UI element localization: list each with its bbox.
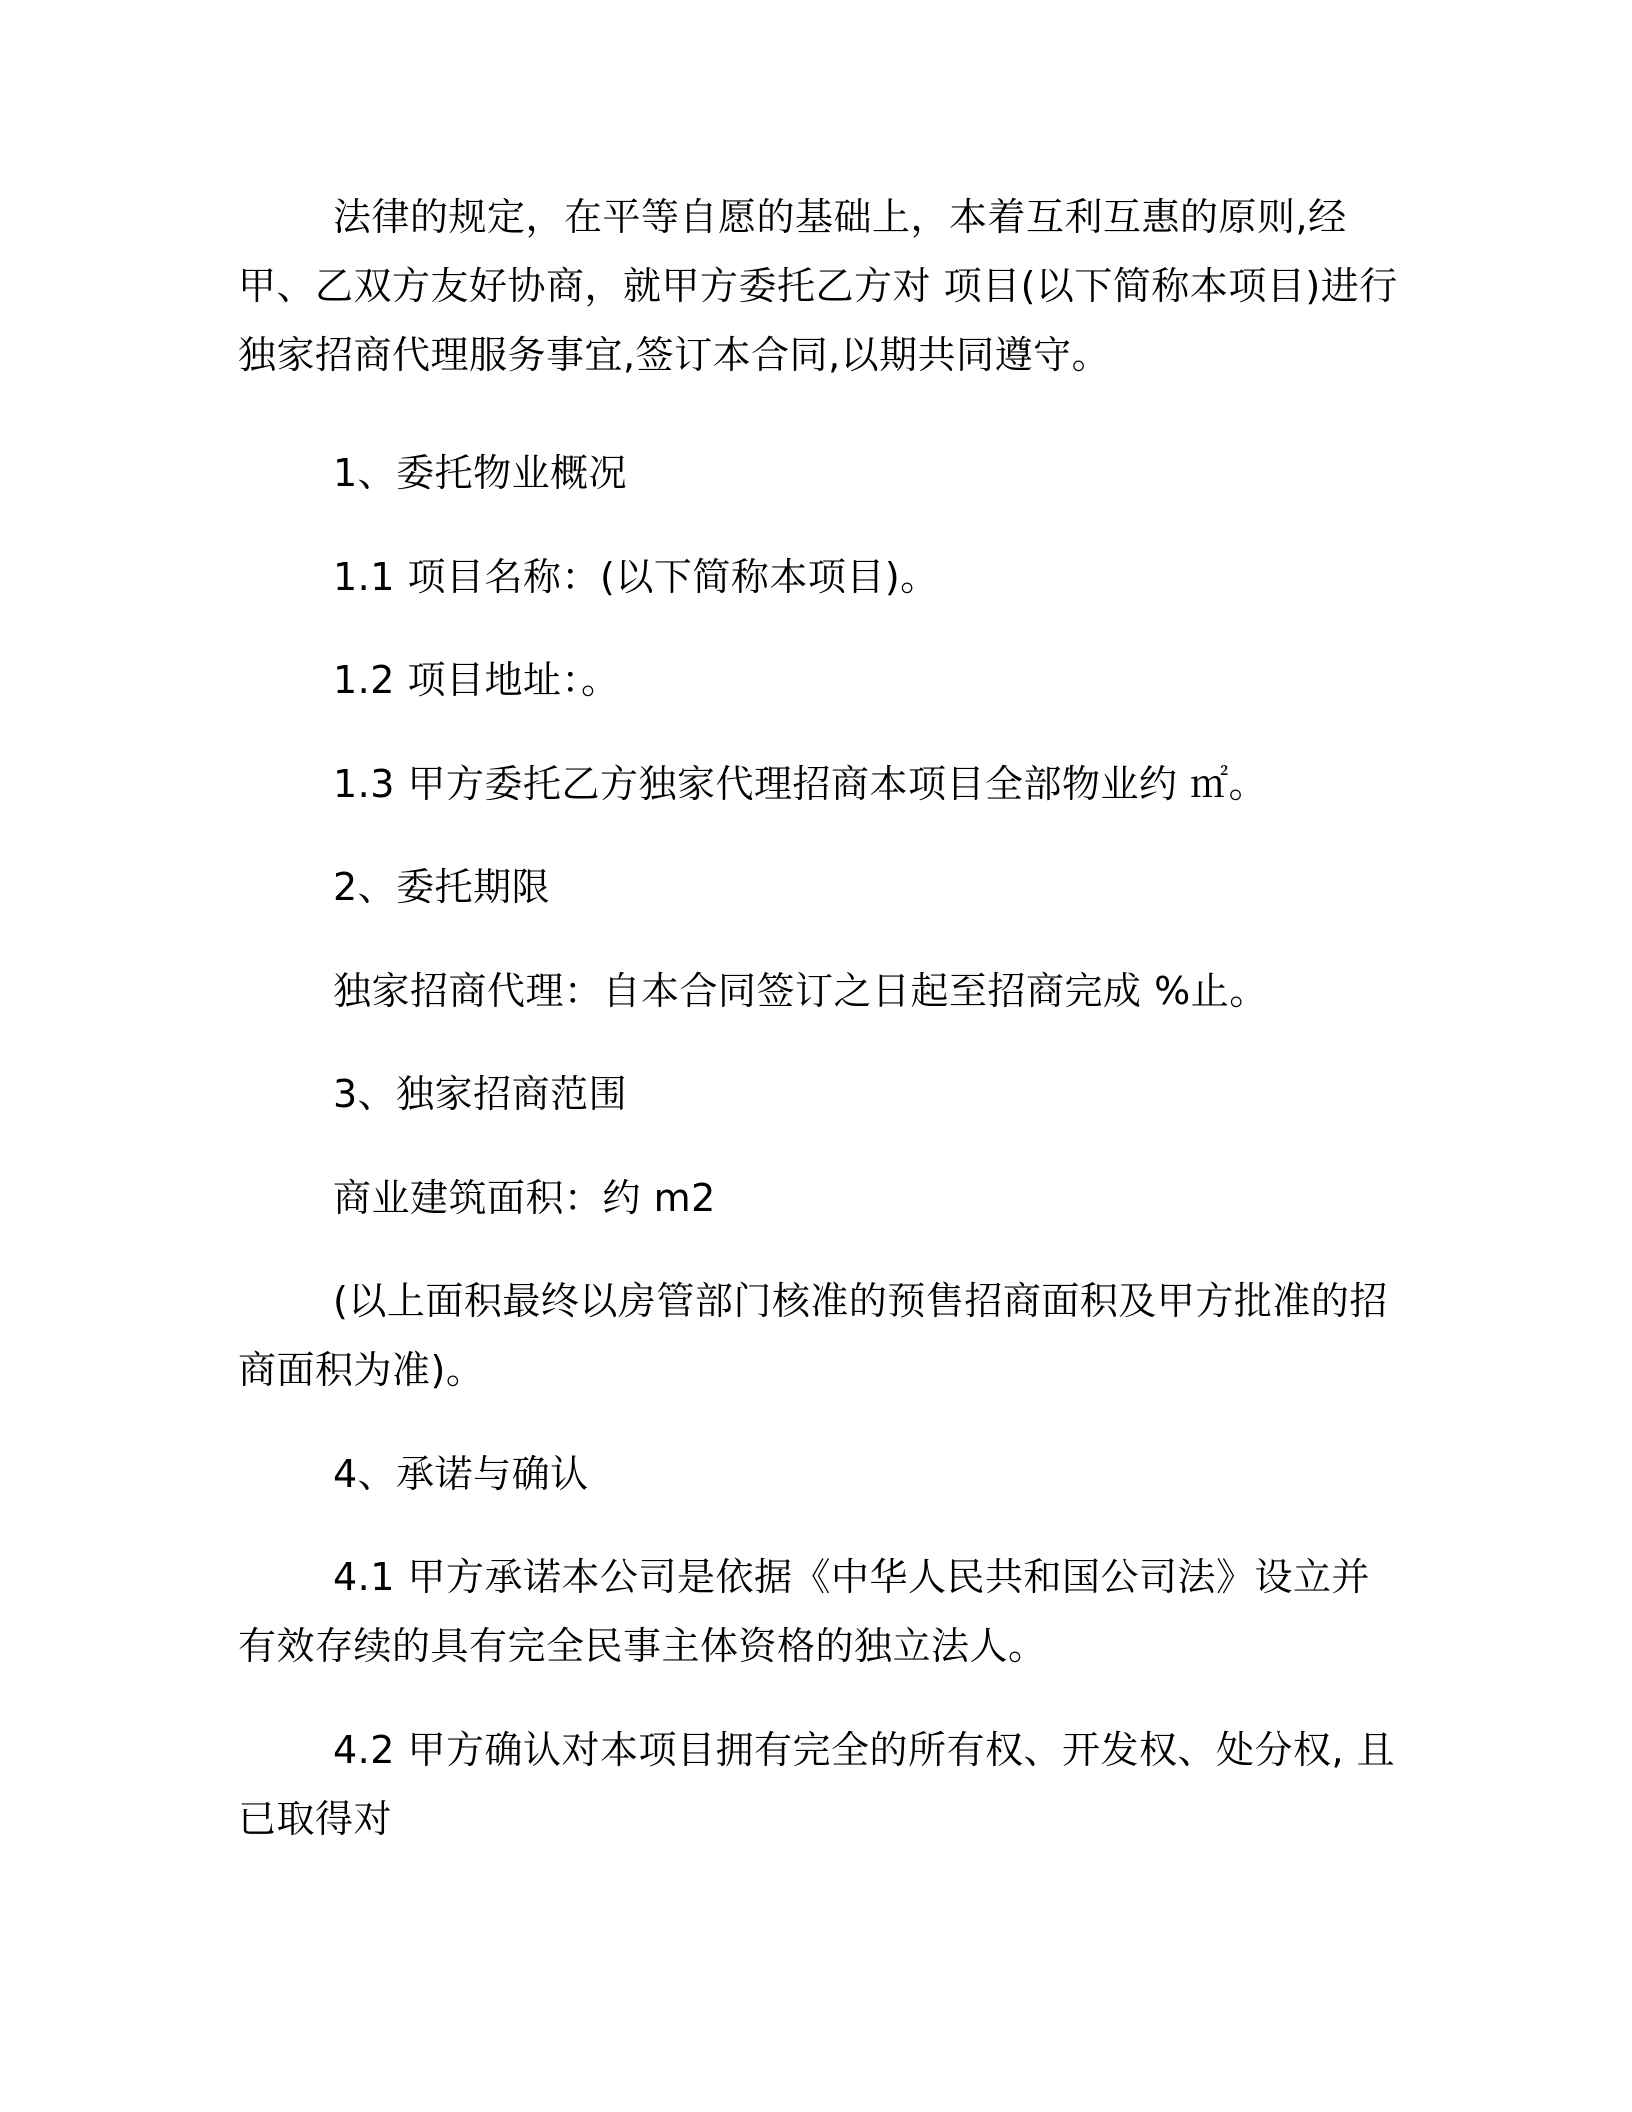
section-1-2-project-address: 1.2 项目地址：。	[333, 658, 620, 702]
section-1-heading: 1、委托物业概况	[333, 451, 628, 495]
section-2-heading: 2、委托期限	[333, 865, 551, 909]
section-3-note: (以上面积最终以房管部门核准的预售招商面积及甲方批准的招商面积为准)。	[238, 1279, 1388, 1392]
intro-paragraph: 法律的规定，在平等自愿的基础上，本着互利互惠的原则,经甲、乙双方友好协商，就甲方委托乙方对 项目(以下简称本项目)进行独家招商代理服务事宜,签订本合同,以期共同遵守。	[238, 195, 1398, 377]
section-1-3-property-area: 1.3 甲方委托乙方独家代理招商本项目全部物业约 ㎡。	[333, 762, 1268, 806]
section-1-1-project-name: 1.1 项目名称：(以下简称本项目)。	[333, 555, 939, 599]
section-4-1: 4.1 甲方承诺本公司是依据《中华人民共和国公司法》设立并有效存续的具有完全民事主体资格的独立法人。	[238, 1555, 1371, 1668]
section-3-heading: 3、独家招商范围	[333, 1072, 628, 1116]
section-4-heading: 4、承诺与确认	[333, 1452, 589, 1496]
section-3-area: 商业建筑面积：约 m2	[333, 1176, 716, 1220]
section-2-body: 独家招商代理：自本合同签订之日起至招商完成 %止。	[333, 969, 1268, 1013]
section-4-2: 4.2 甲方确认对本项目拥有完全的所有权、开发权、处分权, 且已取得对	[238, 1728, 1396, 1841]
